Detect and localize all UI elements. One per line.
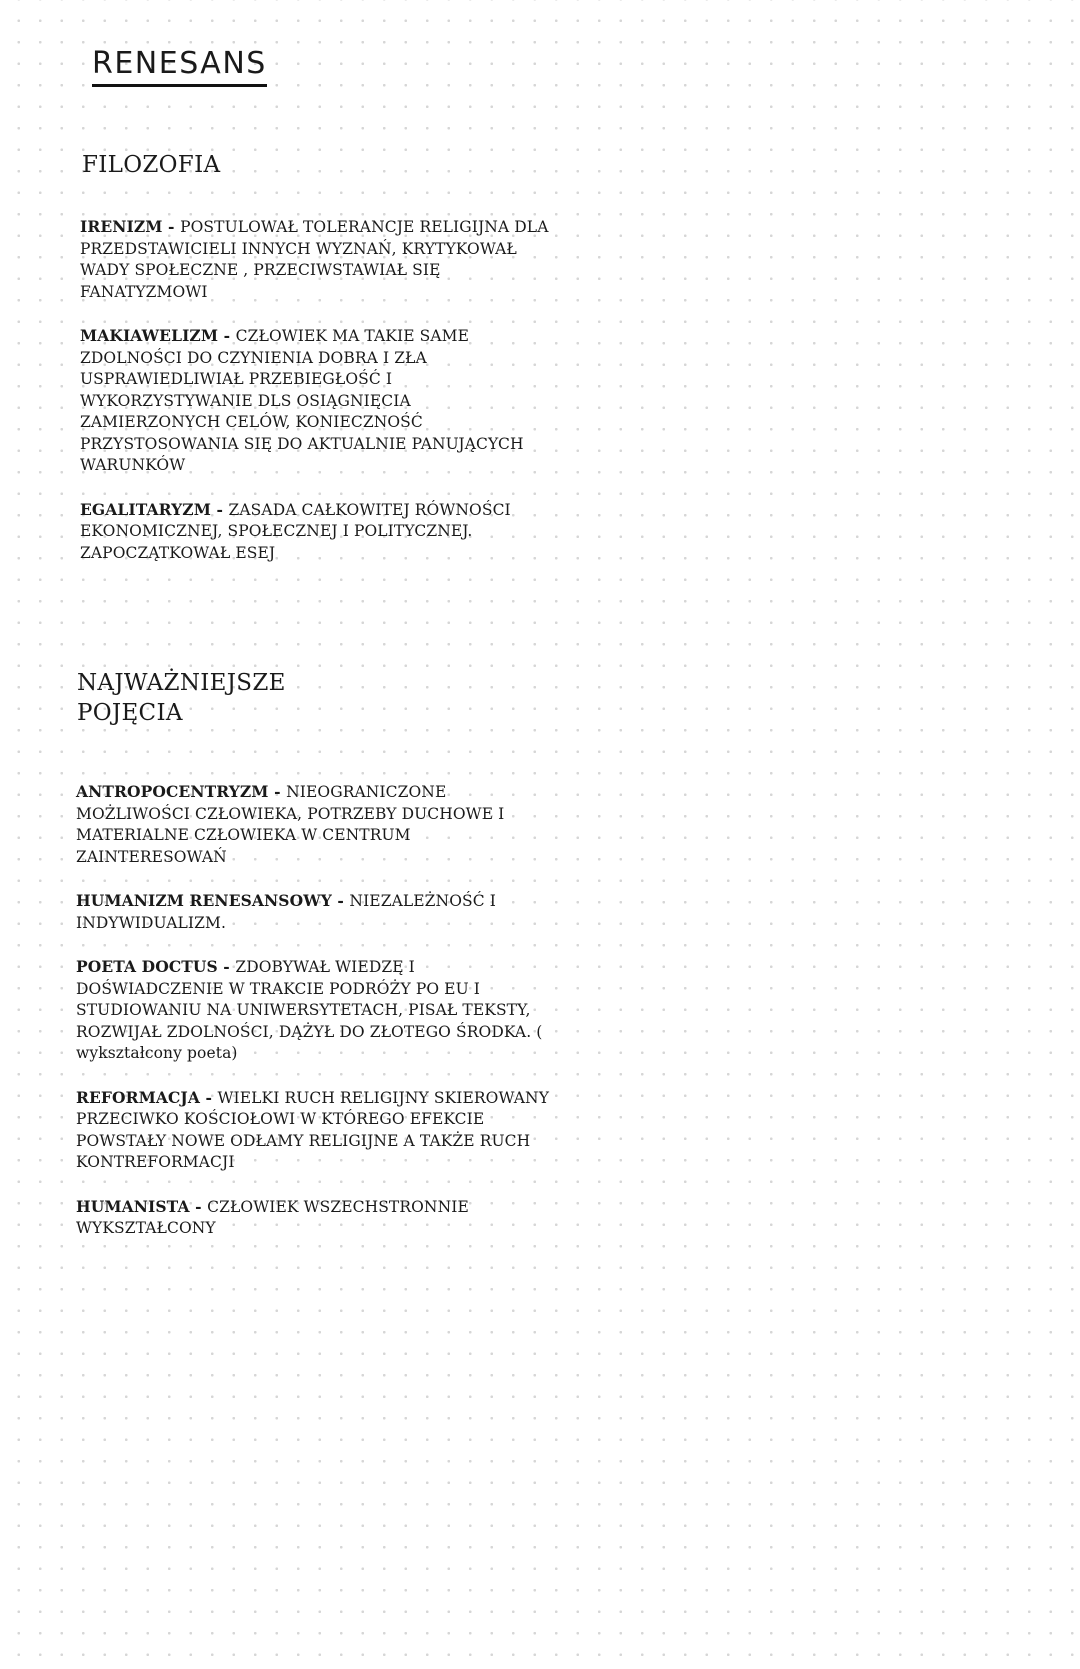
section-heading-pojecia: NAJWAŻNIEJSZE POJĘCIA: [77, 670, 286, 726]
definition-humanista: CZŁOWIEK WSZECHSTRONNIE WYKSZTAŁCONY: [76, 1197, 469, 1237]
definition-makiawelizm: CZŁOWIEK MA TAKIE SAME ZDOLNOŚCI DO CZYNIENIA DOBRA I ZŁA: [80, 327, 470, 367]
term-separator: -: [217, 957, 236, 976]
definition-egalitaryzm: ZASADA CAŁKOWITEJ RÓWNOŚCI EKONOMICZNEJ, SPOŁECZNEJ I POLITYCZNEJ. ZAPOCZĄTKOWAŁ ESEJ: [80, 500, 511, 562]
term-separator: -: [189, 1196, 208, 1216]
entry-humanizm-renesansowy: [76, 890, 556, 934]
term-separator: -: [210, 499, 229, 519]
entry-antropocentryzm: [76, 781, 556, 868]
page-title: RENESANS: [92, 46, 267, 87]
entry-makiawelizm: [80, 325, 550, 477]
definition-poeta-doctus: ZDOBYWAŁ WIEDZĘ I DOŚWIADCZENIE W TRAKCIE PODRÓŻY PO EU I STUDIOWANIU NA UNIWERSYTETACH, PISAŁ TEKSTY, ROZWIJAŁ ZDOLNOŚCI, DĄŻYŁ DO ZŁOTEGO ŚRODKA. ( wykształcony poeta): [76, 958, 543, 1062]
term-separator: -: [331, 891, 350, 910]
entry-poeta-doctus: [76, 956, 556, 1065]
term-reformacja: REFORMACJA: [76, 1087, 200, 1107]
term-humanista: HUMANISTA: [76, 1196, 190, 1216]
term-antropocentryzm: ANTROPOCENTRYZM: [76, 782, 269, 801]
definition-irenizm: POSTULOWAŁ TOLERANCJE RELIGIJNA DLA PRZEDSTAWICIELI INNYCH WYZNAŃ, KRYTYKOWAŁ WADY SPOŁECZNE , PRZECIWSTAWIAŁ SIĘ FANATYZMOWI: [80, 218, 549, 301]
section-heading-filozofia: FILOZOFIA: [82, 152, 221, 178]
definition-reformacja: WIELKI RUCH RELIGIJNY SKIEROWANY PRZECIWKO KOŚCIOŁOWI W KTÓREGO EFEKCIE POWSTAŁY NOWE ODŁAMY RELIGIJNE A TAKŻE RUCH KONTREFORMACJI: [76, 1088, 550, 1171]
definition-humanizm-renesansowy: NIEZALEŻNOŚĆ I INDYWIDUALIZM.: [76, 892, 496, 932]
term-egalitaryzm: EGALITARYZM: [80, 499, 211, 519]
term-humanizm-renesansowy: HUMANIZM RENESANSOWY: [76, 891, 332, 910]
definition-makiawelizm-continued: USPRAWIEDLIWIAŁ PRZEBIEGŁOŚĆ I WYKORZYSTYWANIE DLS OSIĄGNIĘCIA ZAMIERZONYCH CELÓW, KONIECZNOŚĆ PRZYSTOSOWANIA SIĘ DO AKTUALNIE PANUJĄCYCH WARUNKÓW: [80, 370, 524, 474]
filozofia-entry-list: [80, 216, 550, 586]
pojecia-entry-list: [76, 781, 556, 1262]
entry-humanista: [76, 1196, 556, 1240]
term-poeta-doctus: POETA DOCTUS: [76, 957, 218, 976]
term-irenizm: IRENIZM: [80, 217, 163, 236]
entry-irenizm: [80, 216, 550, 303]
term-separator: -: [268, 782, 287, 801]
entry-reformacja: [76, 1087, 556, 1174]
entry-egalitaryzm: [80, 499, 550, 565]
term-separator: -: [199, 1087, 218, 1107]
definition-antropocentryzm: NIEOGRANICZONE MOŻLIWOŚCI CZŁOWIEKA, POTRZEBY DUCHOWE I MATERIALNE CZŁOWIEKA W CENTRUM ZAINTERESOWAŃ: [76, 783, 505, 866]
term-separator: -: [218, 326, 236, 345]
term-separator: -: [162, 217, 181, 236]
term-makiawelizm: MAKIAWELIZM: [80, 326, 219, 345]
